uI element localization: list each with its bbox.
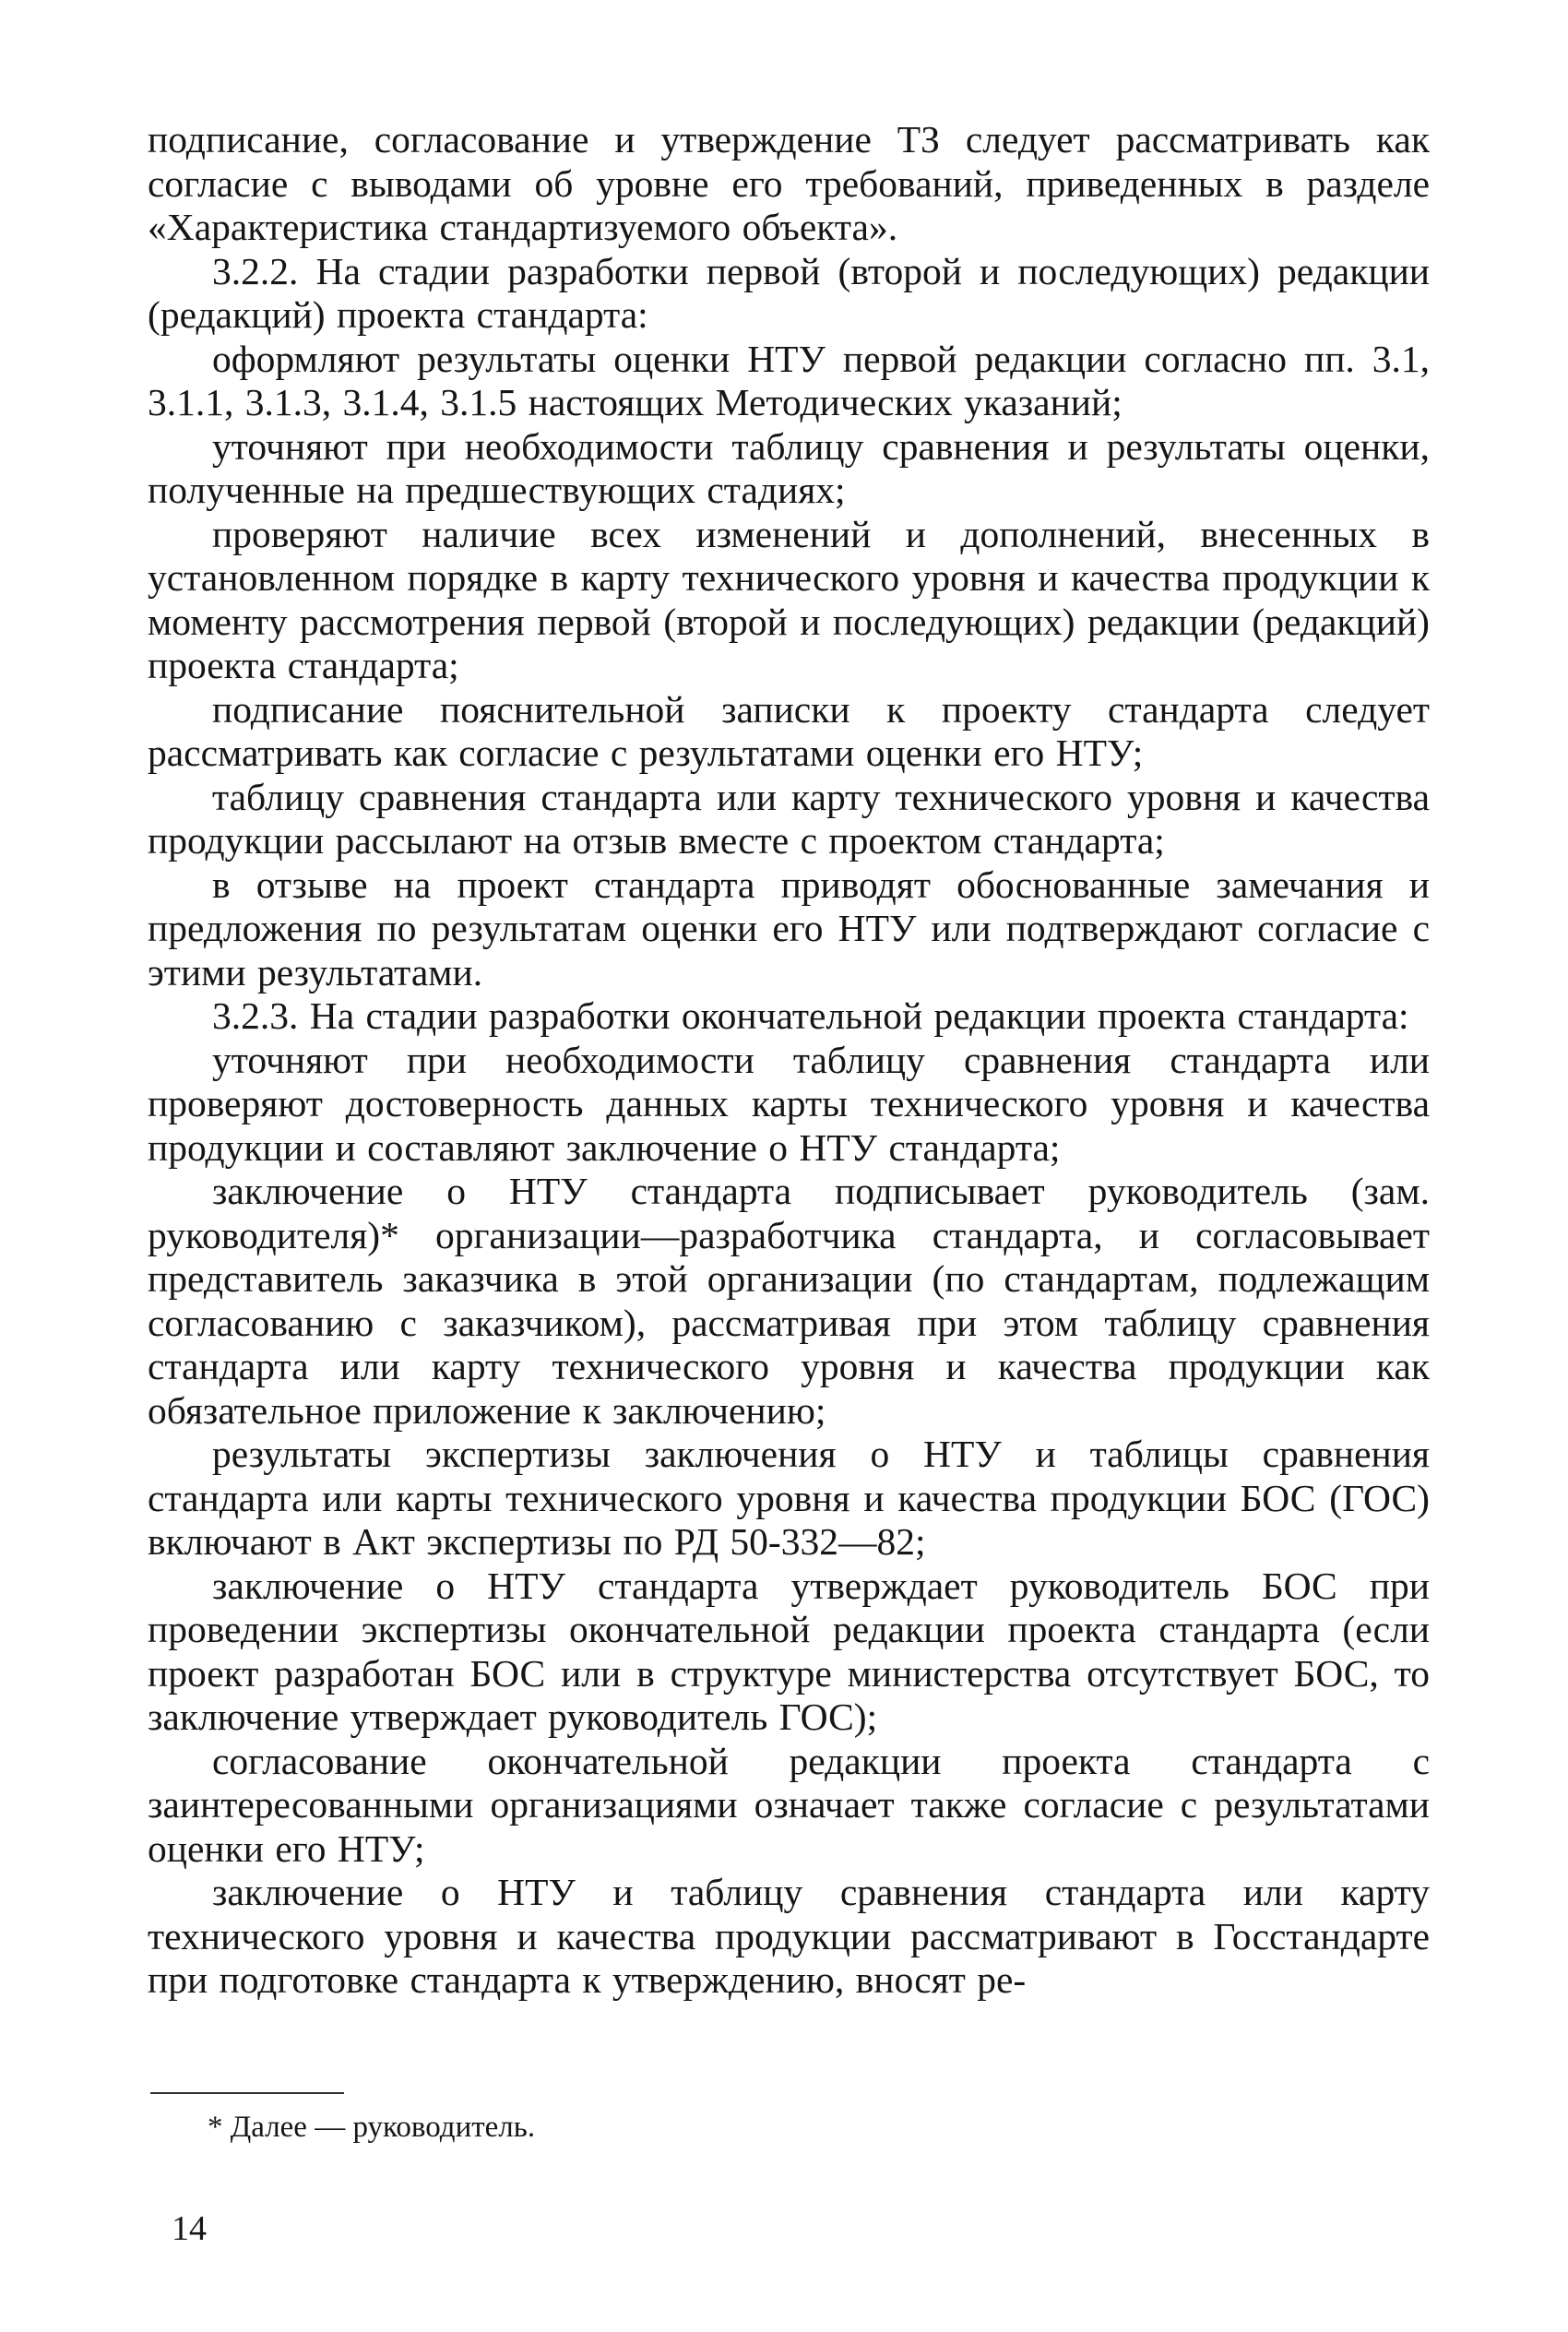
paragraph-9: уточняют при необходимости таблицу сравнения стандарта или проверяют достоверность данных карты технического уровня и качества продукции и составляют заключение о НТУ стандарта; — [148, 1038, 1430, 1169]
page-number: 14 — [172, 2209, 207, 2248]
paragraph-0: подписание, согласование и утверждение ТЗ следует рассматривать как согласие с выводами об уровне его требований, приведенных в разделе «Характеристика стандартизуемого объекта». — [148, 118, 1430, 248]
paragraph-8: 3.2.3. На стадии разработки окончательной редакции проекта стандарта: — [212, 994, 1409, 1037]
paragraph-7: в отзыве на проект стандарта приводят обоснованные замечания и предложения по результатам оценки его НТУ или подтверждают согласие с этими результатами. — [148, 863, 1430, 993]
paragraph-11: результаты экспертизы заключения о НТУ и таблицы сравнения стандарта или карты технического уровня и качества продукции БОС (ГОС) включают в Акт экспертизы по РД 50-332—82; — [148, 1433, 1430, 1563]
page-body — [148, 118, 1430, 2003]
footnote-divider — [150, 2092, 344, 2094]
paragraph-3: уточняют при необходимости таблицу сравнения и результаты оценки, полученные на предшествующих стадиях; — [148, 424, 1430, 511]
footnote: * Далее — руководитель. — [208, 2111, 536, 2144]
paragraph-5: подписание пояснительной записки к проекту стандарта следует рассматривать как согласие с результатами оценки его НТУ; — [148, 687, 1430, 774]
paragraph-6: таблицу сравнения стандарта или карту технического уровня и качества продукции рассылают на отзыв вместе с проектом стандарта; — [148, 775, 1430, 862]
paragraph-12: заключение о НТУ стандарта утверждает руководитель БОС при проведении экспертизы окончательной редакции проекта стандарта (если проект разработан БОС или в структуре министерства отсутствует БОС, то заключение утверждает руководитель ГОС); — [148, 1564, 1430, 1738]
paragraph-13: согласование окончательной редакции проекта стандарта с заинтересованными организациями означает также согласие с результатами оценки его НТУ; — [148, 1739, 1430, 1870]
paragraph-14: заключение о НТУ и таблицу сравнения стандарта или карту технического уровня и качества продукции рассматривают в Госстандарте при подготовке стандарта к утверждению, вносят ре- — [148, 1871, 1430, 2001]
paragraph-10: заключение о НТУ стандарта подписывает руководитель (зам. руководителя)* организации—разработчика стандарта, и согласовывает представитель заказчика в этой организации (по стандартам, подлежащим согласованию с заказчиком), рассматривая при этом таблицу сравнения стандарта или карту технического уровня и качества продукции как обязательное приложение к заключению; — [148, 1170, 1430, 1432]
paragraph-1: 3.2.2. На стадии разработки первой (второй и последующих) редакции (редакций) проекта стандарта: — [148, 249, 1430, 336]
paragraph-2: оформляют результаты оценки НТУ первой редакции согласно пп. 3.1, 3.1.1, 3.1.3, 3.1.4, 3.1.5 настоящих Методических указаний; — [148, 337, 1430, 423]
paragraph-4: проверяют наличие всех изменений и дополнений, внесенных в установленном порядке в карту технического уровня и качества продукции к моменту рассмотрения первой (второй и последующих) редакции (редакций) проекта стандарта; — [148, 512, 1430, 686]
